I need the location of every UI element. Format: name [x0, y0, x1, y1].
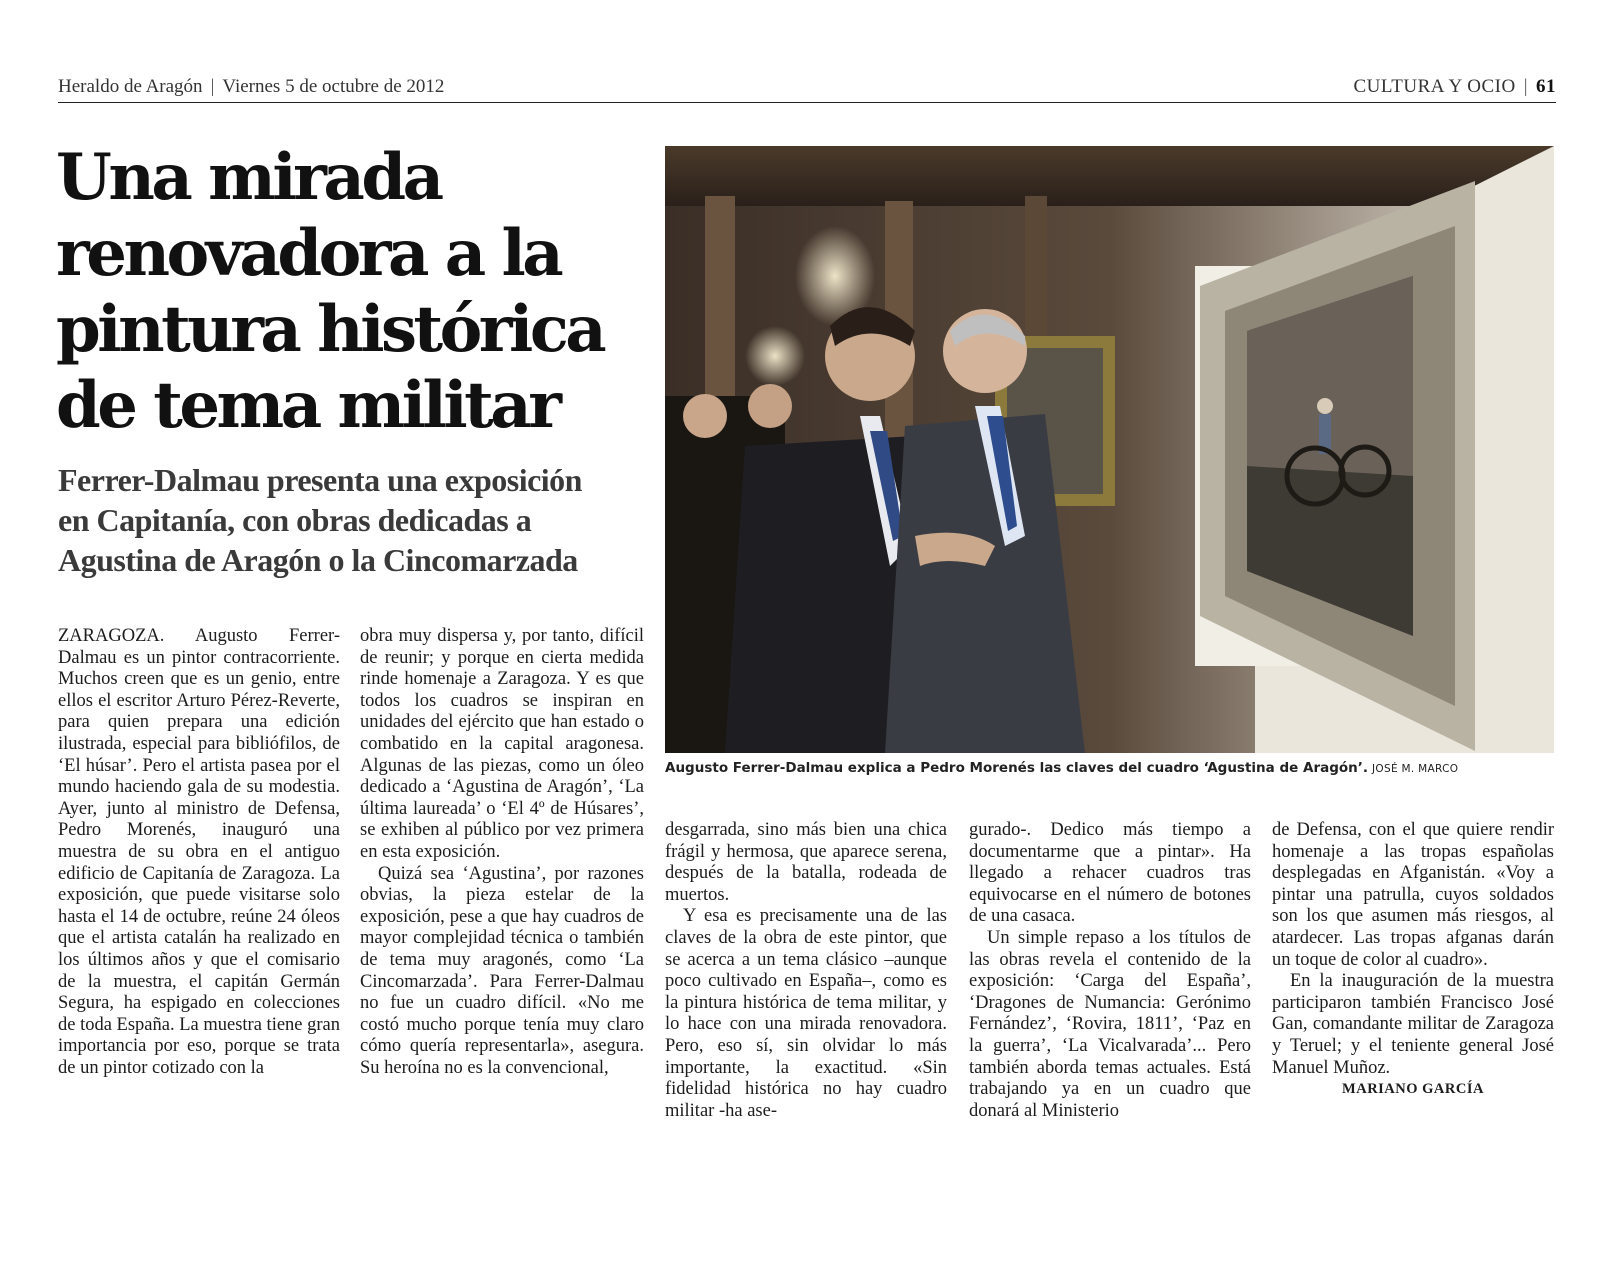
article-subheadline: Ferrer-Dalmau presenta una exposición en Capitanía, con obras dedicadas a Agustina de Aragón o la Cincomarzada	[58, 462, 582, 578]
paragraph: Quizá sea ‘Agustina’, por razones obvias, la pieza estelar de la exposición, pese a que hay cuadros de mayor complejidad técnica o también de tema muy aragonés, como ‘La Cincomarzada’. Para Ferrer-Dalmau no fue un cuadro difícil. «No me costó mucho porque tenía muy claro cómo quería representarla», asegura. Su heroína no es la convencional,	[360, 863, 644, 1078]
photo-illustration	[665, 146, 1554, 753]
paragraph: Un simple repaso a los títulos de las obras revela el contenido de la exposición: ‘Carga del España’, ‘Dragones de Numancia: Gerónimo Fernández’, ‘Rovira, 1811’, ‘Paz en la guerra’, ‘La Vicalvarada’... Pero también aborda temas actuales. Está trabajando ya en un cuadro que donará al Ministerio	[969, 927, 1251, 1121]
article-photo	[665, 146, 1554, 753]
issue-date: Viernes 5 de octubre de 2012	[222, 76, 445, 97]
page-number: 61	[1536, 76, 1556, 97]
paragraph: Y esa es precisamente una de las claves de la obra de este pintor, que se acerca a un tema clásico –aunque poco cultivado en España–, como es la pintura histórica de tema militar, y lo hace con una mirada renovadora. Pero, eso sí, sin olvidar lo más importante, la exactitud. «Sin fidelidad histórica no hay cuadro militar -ha ase-	[665, 906, 947, 1121]
photo-caption	[665, 760, 1554, 776]
section-name: CULTURA Y OCIO	[1353, 76, 1516, 97]
header-left	[58, 76, 444, 98]
paragraph: de Defensa, con el que quiere rendir homenaje a las tropas españolas desplegadas en Afganistán. «Voy a pintar una patrulla, cuyos soldados son los que asumen más riesgos, al atardecer. Las tropas afganas darán un toque de color al cuadro».	[1272, 820, 1554, 970]
page-header	[58, 76, 1556, 103]
text-column-3	[665, 820, 947, 1122]
newspaper-name: Heraldo de Aragón	[58, 76, 203, 97]
paragraph: ZARAGOZA. Augusto Ferrer-Dalmau es un pintor contracorriente. Muchos creen que es un genio, entre ellos el escritor Arturo Pérez-Reverte, para quien prepara una edición ilustrada, especial para bibliófilos, de ‘El húsar’. Pero el artista pasea por el mundo haciendo gala de su modestia. Ayer, junto al ministro de Defensa, Pedro Morenés, inauguró una muestra de su obra en el antiguo edificio de Capitanía de Zaragoza. La exposición, que puede visitarse solo hasta el 14 de octubre, reúne 24 óleos que el artista catalán ha realizado en los últimos años y que el comisario de la muestra, el capitán Germán Segura, ha espigado en colecciones de toda España. La muestra tiene gran importancia por eso, porque se trata de un pintor cotizado con la	[58, 626, 341, 1078]
text-column-1	[58, 626, 340, 1079]
paragraph: gurado-. Dedico más tiempo a documentarme que a pintar». Ha llegado a rehacer cuadros tras equivocarse en el número de botones de una casaca.	[969, 820, 1251, 927]
text-column-2	[360, 626, 644, 1079]
text-column-5	[1272, 820, 1554, 1101]
header-right	[1354, 76, 1557, 98]
header-separator: |	[210, 76, 215, 97]
photo-credit: JOSÉ M. MARCO	[1372, 763, 1459, 775]
text-column-4	[969, 820, 1251, 1122]
paragraph: En la inauguración de la muestra participaron también Francisco José Gan, comandante militar de Zaragoza y Teruel; y el teniente general José Manuel Muñoz.	[1272, 971, 1554, 1078]
paragraph: desgarrada, sino más bien una chica frágil y hermosa, que aparece serena, después de la batalla, rodeada de muertos.	[665, 820, 947, 905]
article-byline: MARIANO GARCÍA	[1342, 1081, 1484, 1098]
caption-text: Augusto Ferrer-Dalmau explica a Pedro Morenés las claves del cuadro ‘Agustina de Aragón’.	[665, 760, 1369, 776]
paragraph: obra muy dispersa y, por tanto, difícil de reunir; y porque en cierta medida rinde homenaje a Zaragoza. Y es que todos los cuadros se inspiran en unidades del ejército que han estado o combatido en la capital aragonesa. Algunas de las piezas, como un óleo dedicado a ‘Agustina de Aragón’, ‘La última laureada’ o ‘El 4º de Húsares’, se exhiben al público por vez primera en esta exposición.	[360, 626, 644, 862]
header-separator: |	[1523, 76, 1528, 97]
article-headline: Una mirada renovadora a la pintura histórica de tema militar	[56, 140, 604, 443]
